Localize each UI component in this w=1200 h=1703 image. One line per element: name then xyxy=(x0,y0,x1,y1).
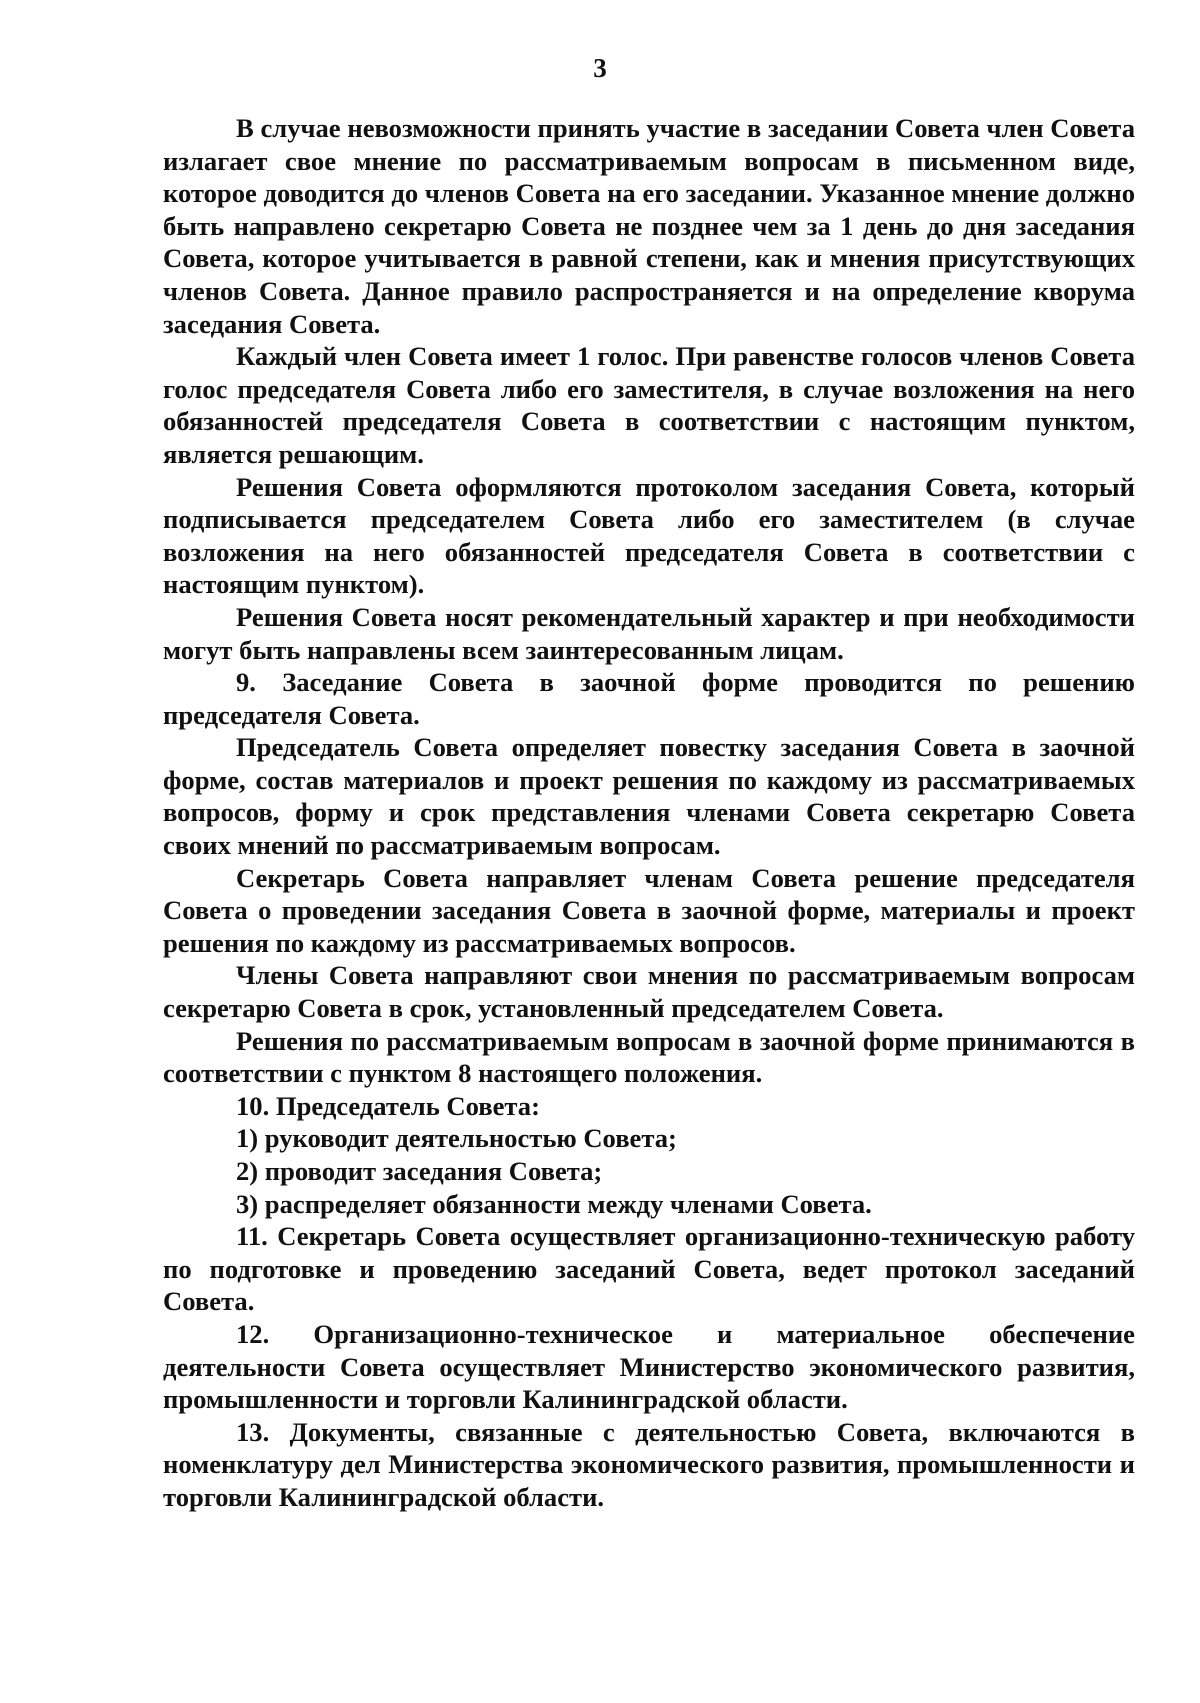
page-number: 3 xyxy=(593,53,607,83)
paragraph-protocol: Решения Совета оформляются протоколом заседания Совета, который подписывается председателем Совета либо его заместителем (в случае возложения на него обязанностей председателя Совета в соответствии с настоящим пунктом). xyxy=(163,471,1135,600)
paragraph-secretary-sends: Секретарь Совета направляет членам Совета решение председателя Совета о проведении заседания Совета в заочной форме, материалы и проект решения по каждому из рассматриваемых вопросов. xyxy=(163,862,1135,958)
paragraph-item-10: 10. Председатель Совета: xyxy=(236,1090,540,1121)
paragraph-decisions: Решения по рассматриваемым вопросам в заочной форме принимаются в соответствии с пунктом 8 настоящего положения. xyxy=(163,1025,1135,1089)
paragraph-agenda: Председатель Совета определяет повестку заседания Совета в заочной форме, состав материалов и проект решения по каждому из рассматриваемых вопросов, форму и срок представления членами Совета секретарю Совета своих мнений по рассматриваемым вопросам. xyxy=(163,732,1135,861)
paragraph-recommendations: Решения Совета носят рекомендательный характер и при необходимости могут быть направлены всем заинтересованным лицам. xyxy=(163,601,1135,665)
paragraph-members-send: Члены Совета направляют свои мнения по рассматриваемым вопросам секретарю Совета в срок, установленный председателем Совета. xyxy=(163,960,1135,1024)
list-item-1: 1) руководит деятельностью Совета; xyxy=(236,1123,677,1154)
paragraph-item-11: 11. Секретарь Совета осуществляет организационно-техническую работу по подготовке и проведению заседаний Совета, ведет протокол заседаний Совета. xyxy=(163,1221,1135,1317)
paragraph-item-9: 9. Заседание Совета в заочной форме проводится по решению председателя Совета. xyxy=(163,667,1135,730)
list-item-3: 3) распределяет обязанности между членами Совета. xyxy=(236,1188,872,1219)
paragraph-voting: Каждый член Совета имеет 1 голос. При равенстве голосов членов Совета голос председателя Совета либо его заместителя, в случае возложения на него обязанностей председателя Совета в соответствии с настоящим пунктом, является решающим. xyxy=(163,341,1135,469)
list-item-2: 2) проводит заседания Совета; xyxy=(236,1156,603,1186)
paragraph-absence-opinion: В случае невозможности принять участие в заседании Совета член Совета излагает свое мнение по рассматриваемым вопросам в письменном виде, которое доводится до членов Совета на его заседании. Указанное мнение должно быть направлено секретарю Совета не позднее чем за 1 день до дня заседания Совета, которое учитывается в равной степени, как и мнения присутствующих членов Совета. Данное правило распространяется и на определение кворума заседания Совета. xyxy=(163,113,1135,339)
paragraph-item-13: 13. Документы, связанные с деятельностью Совета, включаются в номенклатуру дел Министерства экономического развития, промышленности и торговли Калининградской области. xyxy=(163,1416,1135,1512)
paragraph-item-12: 12. Организационно-техническое и материальное обеспечение деятельности Совета осуществляет Министерство экономического развития, промышленности и торговли Калининградской области. xyxy=(163,1318,1135,1415)
document-body xyxy=(163,112,1135,1514)
